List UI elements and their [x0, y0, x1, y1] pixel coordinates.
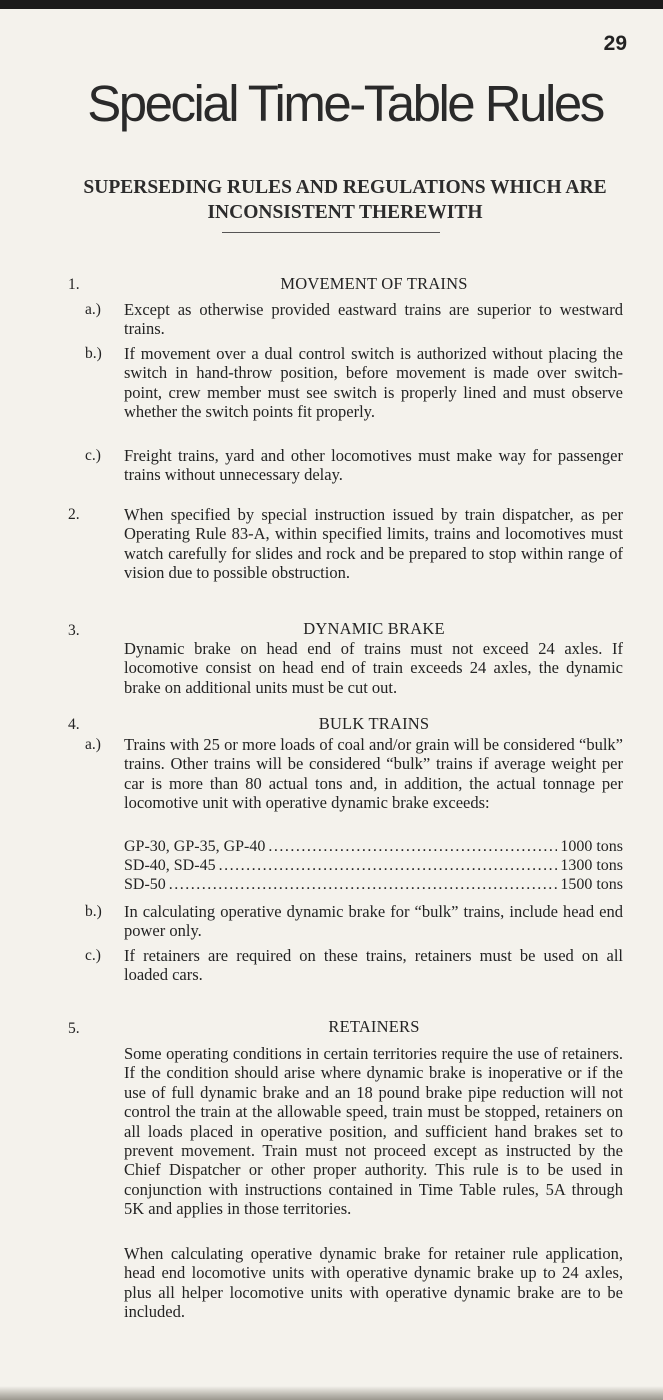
- section-2-text: When specified by special instruction issued by train dispatcher, as per Operating Rule 83-A, within specified limits, trains and locomotives must watch carefully for slides and rock and be prepared to stop within range of vision due to possible obstruction.: [124, 505, 623, 583]
- section-1-heading: MOVEMENT OF TRAINS: [280, 274, 468, 293]
- section-4-item-b-text: In calculating operative dynamic brake for “bulk” trains, include head end power only.: [124, 902, 623, 941]
- tonnage-units: SD-50: [124, 876, 166, 893]
- section-3-heading: DYNAMIC BRAKE: [303, 619, 445, 638]
- dot-leader: [268, 837, 557, 857]
- tonnage-value: 1000 tons: [560, 838, 623, 855]
- section-4-item-c-label: c.): [85, 947, 101, 964]
- section-2-number: 2.: [68, 506, 80, 523]
- section-1-item-a-text: Except as otherwise provided eastward trains are superior to westward trains.: [124, 300, 623, 339]
- page-title: Special Time-Table Rules: [87, 75, 603, 132]
- section-1-item-b-text: If movement over a dual control switch is authorized without placing the switch in hand-throw position, before movement is made over switch-point, crew member must see switch is properly lined and must observe whether the switch points fit properly.: [124, 344, 623, 422]
- dot-leader: [169, 875, 558, 895]
- section-4-item-a-text: Trains with 25 or more loads of coal and/or grain will be considered “bulk” trains. Other trains will be considered “bulk” trains if average weight per car is more than 80 actual tons and, in addition, the actual tonnage per locomotive unit with operative dynamic brake exceeds:: [124, 735, 623, 813]
- tonnage-row: [124, 875, 623, 895]
- section-1-item-c-label: c.): [85, 447, 101, 464]
- section-4-number: 4.: [68, 716, 80, 733]
- section-5-paragraph-2: When calculating operative dynamic brake for retainer rule application, head end locomotive units with operative dynamic brake up to 24 axles, plus all helper locomotive units with operative dynamic brake are to be included.: [124, 1244, 623, 1322]
- tonnage-value: 1500 tons: [560, 876, 623, 893]
- page-subtitle: SUPERSEDING RULES AND REGULATIONS WHICH ARE INCONSISTENT THEREWITH: [83, 177, 607, 223]
- section-4-item-b-label: b.): [85, 903, 102, 920]
- tonnage-row: [124, 837, 623, 857]
- section-5-number: 5.: [68, 1020, 80, 1037]
- tonnage-units: GP-30, GP-35, GP-40: [124, 838, 266, 855]
- page-top-edge: [0, 0, 663, 9]
- page-number: 29: [603, 32, 627, 55]
- section-5-heading: RETAINERS: [328, 1017, 420, 1036]
- section-4-heading: BULK TRAINS: [318, 714, 430, 733]
- dot-leader: [219, 856, 558, 876]
- section-1-item-c-text: Freight trains, yard and other locomotives must make way for passenger trains without unnecessary delay.: [124, 446, 623, 485]
- section-5-paragraph-1: Some operating conditions in certain territories require the use of retainers. If the condition should arise where dynamic brake is inoperative or if the use of full dynamic brake and an 18 pound brake pipe reduction will not control the train at the allowable speed, train must be stopped, retainers on all loads placed in operative position, and sufficient hand brakes set to prevent movement. Train must not proceed except as instructed by the Chief Dispatcher or other proper authority. This rule is to be used in conjunction with instructions contained in Time Table rules, 5A through 5K and applies in those territories.: [124, 1044, 623, 1219]
- section-3-text: Dynamic brake on head end of trains must not exceed 24 axles. If locomotive consist on head end of train exceeds 24 axles, the dynamic brake on additional units must be cut out.: [124, 639, 623, 697]
- section-1-item-b-label: b.): [85, 345, 102, 362]
- tonnage-value: 1300 tons: [560, 857, 623, 874]
- section-3-number: 3.: [68, 622, 80, 639]
- section-4-item-c-text: If retainers are required on these trains, retainers must be used on all loaded cars.: [124, 946, 623, 985]
- section-4-item-a-label: a.): [85, 736, 101, 753]
- page-bottom-edge: [0, 1386, 663, 1400]
- tonnage-row: [124, 856, 623, 876]
- tonnage-units: SD-40, SD-45: [124, 857, 216, 874]
- section-1-item-a-label: a.): [85, 301, 101, 318]
- subtitle-divider: [222, 232, 440, 233]
- section-1-number: 1.: [68, 276, 80, 293]
